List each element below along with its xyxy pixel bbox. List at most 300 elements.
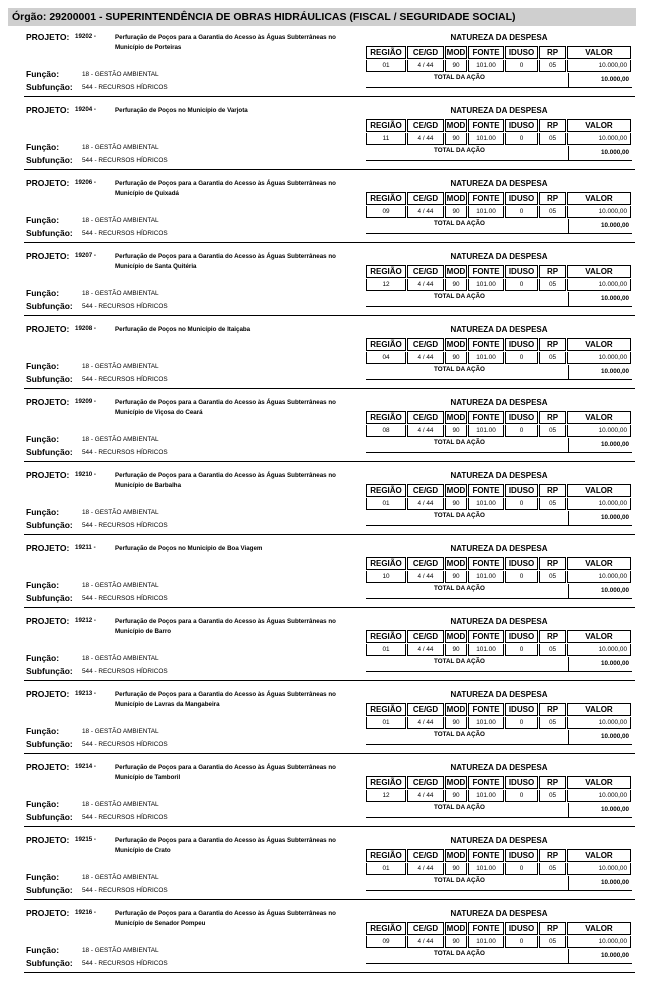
total-label: TOTAL DA AÇÃO [434, 804, 485, 811]
table-header-row [366, 119, 632, 132]
column-header: VALOR [567, 265, 631, 278]
despesa-table [366, 776, 632, 802]
column-header: REGIÃO [366, 411, 406, 424]
total-label: TOTAL DA AÇÃO [434, 658, 485, 665]
funcao-value: 18 - GESTÃO AMBIENTAL [82, 801, 159, 808]
project-code: 19210 - [75, 471, 96, 478]
project-block [0, 105, 645, 178]
table-cell: 05 [539, 352, 566, 364]
total-label: TOTAL DA AÇÃO [434, 147, 485, 154]
funcao-value: 18 - GESTÃO AMBIENTAL [82, 509, 159, 516]
table-cell: 101.00 [468, 863, 504, 875]
column-header: MOD [446, 924, 466, 933]
table-row [366, 863, 632, 875]
column-header: VALOR [567, 703, 631, 716]
table-cell: 4 / 44 [407, 790, 444, 802]
total-divider [568, 511, 569, 525]
table-cell: 09 [366, 936, 406, 948]
table-cell: 101.00 [468, 206, 504, 218]
project-block [0, 324, 645, 397]
total-value: 10.000,00 [600, 660, 629, 667]
column-header: CE/GD [407, 119, 444, 132]
project-block [0, 908, 645, 981]
projeto-label: PROJETO: [26, 32, 70, 42]
natureza-heading: NATUREZA DA DESPESA [450, 325, 548, 334]
total-row [366, 876, 632, 891]
project-code: 19211 - [75, 544, 96, 551]
table-cell: 05 [539, 279, 566, 291]
total-row [366, 511, 632, 526]
table-row [366, 425, 632, 437]
total-divider [568, 949, 569, 963]
table-cell: 101.00 [468, 790, 504, 802]
block-divider [24, 607, 635, 608]
project-title: Perfuração de Poços no Município de Boa Viagem [115, 545, 263, 552]
project-title: Perfuração de Poços para a Garantia do Acesso às Águas Subterrâneas no Município de Barbalha [115, 472, 336, 489]
column-header: IDUSO [505, 484, 538, 497]
table-cell: 90 [445, 206, 467, 218]
total-value: 10.000,00 [600, 733, 629, 740]
table-cell: 101.00 [468, 717, 504, 729]
table-cell: 10.000,00 [567, 498, 631, 510]
despesa-table [366, 265, 632, 291]
table-row [366, 936, 632, 948]
total-label: TOTAL DA AÇÃO [434, 74, 485, 81]
column-header: CE/GD [407, 484, 444, 497]
subfuncao-label: Subfunção: [26, 812, 73, 822]
table-cell: 90 [445, 571, 467, 583]
total-row [366, 584, 632, 599]
table-cell: 0 [505, 717, 538, 729]
column-header: VALOR [567, 411, 631, 424]
subfuncao-label: Subfunção: [26, 739, 73, 749]
block-divider [24, 680, 635, 681]
total-divider [568, 803, 569, 817]
total-divider [568, 730, 569, 744]
funcao-label: Função: [26, 288, 60, 298]
natureza-heading: NATUREZA DA DESPESA [450, 398, 548, 407]
funcao-value: 18 - GESTÃO AMBIENTAL [82, 582, 159, 589]
total-divider [568, 146, 569, 160]
natureza-heading: NATUREZA DA DESPESA [450, 106, 548, 115]
total-divider [568, 584, 569, 598]
table-cell: 101.00 [468, 60, 504, 72]
table-cell: 10.000,00 [567, 352, 631, 364]
column-header: REGIÃO [366, 46, 406, 59]
table-cell: 4 / 44 [407, 206, 444, 218]
project-code: 19216 - [75, 909, 96, 916]
total-value: 10.000,00 [600, 222, 629, 229]
funcao-label: Função: [26, 726, 60, 736]
column-header: FONTE [468, 119, 504, 132]
column-header: FONTE [468, 411, 504, 424]
column-header: MOD [446, 194, 466, 203]
column-header: CE/GD [407, 849, 444, 862]
subfuncao-value: 544 - RECURSOS HÍDRICOS [82, 157, 168, 164]
total-value: 10.000,00 [600, 514, 629, 521]
column-header: RP [539, 703, 566, 716]
table-cell: 101.00 [468, 279, 504, 291]
table-cell: 0 [505, 498, 538, 510]
column-header: REGIÃO [366, 703, 406, 716]
total-row [366, 730, 632, 745]
total-value: 10.000,00 [600, 952, 629, 959]
table-cell: 12 [366, 279, 406, 291]
column-header: FONTE [468, 557, 504, 570]
subfuncao-label: Subfunção: [26, 155, 73, 165]
total-value: 10.000,00 [600, 295, 629, 302]
table-header-row [366, 849, 632, 862]
total-label: TOTAL DA AÇÃO [434, 731, 485, 738]
table-cell: 90 [445, 279, 467, 291]
total-divider [568, 219, 569, 233]
project-title: Perfuração de Poços para a Garantia do Acesso às Águas Subterrâneas no Município de Senador Pompeu [115, 910, 336, 927]
project-code: 19206 - [75, 179, 96, 186]
table-cell: 90 [445, 498, 467, 510]
total-label: TOTAL DA AÇÃO [434, 877, 485, 884]
column-header: IDUSO [505, 46, 538, 59]
project-code: 19207 - [75, 252, 96, 259]
table-cell: 10.000,00 [567, 425, 631, 437]
funcao-value: 18 - GESTÃO AMBIENTAL [82, 436, 159, 443]
natureza-heading: NATUREZA DA DESPESA [450, 544, 548, 553]
table-cell: 90 [445, 863, 467, 875]
table-header-row [366, 411, 632, 424]
table-row [366, 352, 632, 364]
block-divider [24, 899, 635, 900]
column-header: FONTE [468, 192, 504, 205]
table-row [366, 133, 632, 145]
column-header: CE/GD [407, 265, 444, 278]
column-header: MOD [446, 486, 466, 495]
table-cell: 0 [505, 644, 538, 656]
table-cell: 101.00 [468, 571, 504, 583]
total-label: TOTAL DA AÇÃO [434, 585, 485, 592]
natureza-heading: NATUREZA DA DESPESA [450, 471, 548, 480]
table-row [366, 206, 632, 218]
column-header: FONTE [468, 703, 504, 716]
despesa-table [366, 46, 632, 72]
projeto-label: PROJETO: [26, 105, 70, 115]
funcao-value: 18 - GESTÃO AMBIENTAL [82, 71, 159, 78]
project-title: Perfuração de Poços para a Garantia do Acesso às Águas Subterrâneas no Município de Viçosa do Ceará [115, 399, 336, 416]
table-cell: 05 [539, 206, 566, 218]
column-header: CE/GD [407, 557, 444, 570]
column-header: FONTE [468, 630, 504, 643]
project-title: Perfuração de Poços para a Garantia do Acesso às Águas Subterrâneas no Município de Tamboril [115, 764, 336, 781]
column-header: REGIÃO [366, 119, 406, 132]
table-cell: 0 [505, 790, 538, 802]
project-block [0, 397, 645, 470]
table-cell: 101.00 [468, 498, 504, 510]
despesa-table [366, 119, 632, 145]
subfuncao-value: 544 - RECURSOS HÍDRICOS [82, 814, 168, 821]
projeto-label: PROJETO: [26, 908, 70, 918]
natureza-heading: NATUREZA DA DESPESA [450, 763, 548, 772]
subfuncao-value: 544 - RECURSOS HÍDRICOS [82, 522, 168, 529]
table-cell: 90 [445, 425, 467, 437]
total-divider [568, 876, 569, 890]
table-cell: 01 [366, 863, 406, 875]
funcao-value: 18 - GESTÃO AMBIENTAL [82, 290, 159, 297]
subfuncao-label: Subfunção: [26, 82, 73, 92]
table-cell: 10.000,00 [567, 936, 631, 948]
column-header: FONTE [468, 46, 504, 59]
table-row [366, 498, 632, 510]
funcao-label: Função: [26, 799, 60, 809]
total-divider [568, 365, 569, 379]
table-cell: 0 [505, 425, 538, 437]
column-header: MOD [446, 778, 466, 787]
table-cell: 10.000,00 [567, 790, 631, 802]
projeto-label: PROJETO: [26, 470, 70, 480]
column-header: RP [539, 630, 566, 643]
column-header: VALOR [567, 849, 631, 862]
despesa-table [366, 922, 632, 948]
table-row [366, 279, 632, 291]
column-header: IDUSO [505, 338, 538, 351]
table-cell: 05 [539, 863, 566, 875]
column-header: CE/GD [407, 411, 444, 424]
table-cell: 12 [366, 790, 406, 802]
column-header: RP [539, 411, 566, 424]
project-title: Perfuração de Poços para a Garantia do Acesso às Águas Subterrâneas no Município de Barro [115, 618, 336, 635]
total-row [366, 949, 632, 964]
table-cell: 05 [539, 60, 566, 72]
table-header-row [366, 776, 632, 789]
table-cell: 09 [366, 206, 406, 218]
block-divider [24, 96, 635, 97]
column-header: RP [539, 338, 566, 351]
funcao-label: Função: [26, 580, 60, 590]
funcao-label: Função: [26, 653, 60, 663]
column-header: MOD [446, 559, 466, 568]
project-block [0, 689, 645, 762]
total-label: TOTAL DA AÇÃO [434, 220, 485, 227]
table-cell: 4 / 44 [407, 60, 444, 72]
total-row [366, 803, 632, 818]
funcao-label: Função: [26, 434, 60, 444]
column-header: FONTE [468, 922, 504, 935]
table-row [366, 717, 632, 729]
block-divider [24, 169, 635, 170]
subfuncao-value: 544 - RECURSOS HÍDRICOS [82, 887, 168, 894]
table-cell: 4 / 44 [407, 498, 444, 510]
column-header: FONTE [468, 776, 504, 789]
table-cell: 04 [366, 352, 406, 364]
table-cell: 0 [505, 279, 538, 291]
table-cell: 101.00 [468, 644, 504, 656]
table-cell: 08 [366, 425, 406, 437]
subfuncao-label: Subfunção: [26, 520, 73, 530]
funcao-label: Função: [26, 215, 60, 225]
project-block [0, 251, 645, 324]
column-header: VALOR [567, 630, 631, 643]
column-header: IDUSO [505, 922, 538, 935]
total-divider [568, 657, 569, 671]
column-header: CE/GD [407, 703, 444, 716]
funcao-label: Função: [26, 507, 60, 517]
subfuncao-label: Subfunção: [26, 301, 73, 311]
funcao-label: Função: [26, 945, 60, 955]
subfuncao-label: Subfunção: [26, 666, 73, 676]
subfuncao-label: Subfunção: [26, 374, 73, 384]
total-label: TOTAL DA AÇÃO [434, 950, 485, 957]
funcao-value: 18 - GESTÃO AMBIENTAL [82, 363, 159, 370]
funcao-value: 18 - GESTÃO AMBIENTAL [82, 728, 159, 735]
natureza-heading: NATUREZA DA DESPESA [450, 617, 548, 626]
table-cell: 0 [505, 352, 538, 364]
column-header: RP [539, 192, 566, 205]
total-value: 10.000,00 [600, 149, 629, 156]
total-row [366, 73, 632, 88]
subfuncao-value: 544 - RECURSOS HÍDRICOS [82, 741, 168, 748]
table-cell: 0 [505, 863, 538, 875]
projeto-label: PROJETO: [26, 251, 70, 261]
project-code: 19204 - [75, 106, 96, 113]
table-cell: 4 / 44 [407, 644, 444, 656]
column-header: REGIÃO [366, 557, 406, 570]
project-title: Perfuração de Poços para a Garantia do Acesso às Águas Subterrâneas no Município de Lavras da Mangabeira [115, 691, 336, 708]
block-divider [24, 461, 635, 462]
column-header: IDUSO [505, 265, 538, 278]
table-header-row [366, 192, 632, 205]
project-block [0, 543, 645, 616]
column-header: REGIÃO [366, 484, 406, 497]
funcao-value: 18 - GESTÃO AMBIENTAL [82, 217, 159, 224]
table-header-row [366, 46, 632, 59]
column-header: REGIÃO [366, 776, 406, 789]
table-cell: 10.000,00 [567, 60, 631, 72]
subfuncao-value: 544 - RECURSOS HÍDRICOS [82, 960, 168, 967]
column-header: RP [539, 776, 566, 789]
total-value: 10.000,00 [600, 879, 629, 886]
project-code: 19213 - [75, 690, 96, 697]
table-cell: 0 [505, 936, 538, 948]
total-value: 10.000,00 [600, 587, 629, 594]
table-cell: 90 [445, 936, 467, 948]
despesa-table [366, 849, 632, 875]
total-row [366, 365, 632, 380]
subfuncao-value: 544 - RECURSOS HÍDRICOS [82, 376, 168, 383]
project-block [0, 470, 645, 543]
funcao-label: Função: [26, 142, 60, 152]
total-value: 10.000,00 [600, 76, 629, 83]
natureza-heading: NATUREZA DA DESPESA [450, 33, 548, 42]
column-header: RP [539, 922, 566, 935]
table-header-row [366, 484, 632, 497]
total-row [366, 657, 632, 672]
column-header: VALOR [567, 776, 631, 789]
column-header: IDUSO [505, 192, 538, 205]
table-cell: 11 [366, 133, 406, 145]
block-divider [24, 242, 635, 243]
project-title: Perfuração de Poços no Município de Itaiçaba [115, 326, 251, 333]
project-block [0, 835, 645, 908]
total-value: 10.000,00 [600, 806, 629, 813]
column-header: VALOR [567, 192, 631, 205]
column-header: CE/GD [407, 776, 444, 789]
natureza-heading: NATUREZA DA DESPESA [450, 252, 548, 261]
table-cell: 05 [539, 425, 566, 437]
total-divider [568, 73, 569, 87]
projeto-label: PROJETO: [26, 689, 70, 699]
despesa-table [366, 192, 632, 218]
natureza-heading: NATUREZA DA DESPESA [450, 909, 548, 918]
total-row [366, 438, 632, 453]
funcao-value: 18 - GESTÃO AMBIENTAL [82, 144, 159, 151]
projeto-label: PROJETO: [26, 543, 70, 553]
project-block [0, 178, 645, 251]
despesa-table [366, 703, 632, 729]
table-cell: 101.00 [468, 936, 504, 948]
table-row [366, 790, 632, 802]
table-cell: 0 [505, 60, 538, 72]
subfuncao-value: 544 - RECURSOS HÍDRICOS [82, 449, 168, 456]
table-cell: 10 [366, 571, 406, 583]
table-cell: 4 / 44 [407, 133, 444, 145]
column-header: REGIÃO [366, 630, 406, 643]
column-header: VALOR [567, 557, 631, 570]
despesa-table [366, 557, 632, 583]
table-cell: 05 [539, 717, 566, 729]
table-cell: 101.00 [468, 425, 504, 437]
orgao-header: Órgão: 29200001 - SUPERINTENDÊNCIA DE OBRAS HIDRÁULICAS (FISCAL / SEGURIDADE SOCIAL) [8, 8, 636, 26]
total-label: TOTAL DA AÇÃO [434, 439, 485, 446]
table-cell: 0 [505, 206, 538, 218]
project-code: 19214 - [75, 763, 96, 770]
despesa-table [366, 338, 632, 364]
project-code: 19208 - [75, 325, 96, 332]
column-header: RP [539, 484, 566, 497]
column-header: VALOR [567, 338, 631, 351]
project-title: Perfuração de Poços para a Garantia do Acesso às Águas Subterrâneas no Município de Porteiras [115, 34, 336, 51]
project-code: 19212 - [75, 617, 96, 624]
column-header: REGIÃO [366, 265, 406, 278]
project-block [0, 616, 645, 689]
column-header: FONTE [468, 265, 504, 278]
column-header: RP [539, 265, 566, 278]
total-row [366, 146, 632, 161]
despesa-table [366, 411, 632, 437]
project-title: Perfuração de Poços para a Garantia do Acesso às Águas Subterrâneas no Município de Quixadá [115, 180, 336, 197]
table-cell: 05 [539, 790, 566, 802]
table-cell: 4 / 44 [407, 863, 444, 875]
subfuncao-value: 544 - RECURSOS HÍDRICOS [82, 84, 168, 91]
table-row [366, 571, 632, 583]
column-header: IDUSO [505, 630, 538, 643]
project-code: 19202 - [75, 33, 96, 40]
projeto-label: PROJETO: [26, 835, 70, 845]
table-cell: 10.000,00 [567, 644, 631, 656]
column-header: MOD [446, 705, 466, 714]
column-header: RP [539, 119, 566, 132]
table-cell: 4 / 44 [407, 936, 444, 948]
block-divider [24, 315, 635, 316]
total-row [366, 219, 632, 234]
column-header: RP [539, 557, 566, 570]
table-cell: 90 [445, 717, 467, 729]
column-header: IDUSO [505, 776, 538, 789]
total-label: TOTAL DA AÇÃO [434, 366, 485, 373]
column-header: MOD [446, 267, 466, 276]
table-cell: 90 [445, 644, 467, 656]
block-divider [24, 534, 635, 535]
table-cell: 4 / 44 [407, 571, 444, 583]
column-header: REGIÃO [366, 338, 406, 351]
funcao-value: 18 - GESTÃO AMBIENTAL [82, 874, 159, 881]
table-row [366, 60, 632, 72]
